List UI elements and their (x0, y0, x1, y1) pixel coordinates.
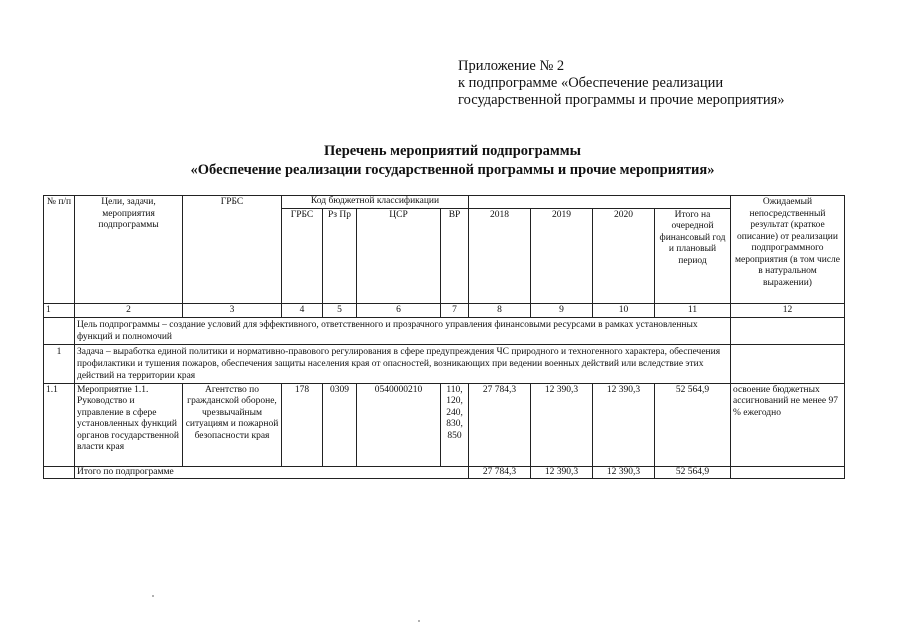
activity-total: 52 564,9 (655, 383, 731, 466)
goal-text: Цель подпрограммы – создание условий для эффективного, ответственного и прозрачного управления финансовыми ресурсами в рамках установленных функций и полномочий (75, 317, 731, 344)
appendix-line-3: государственной программы и прочие мероприятия» (458, 92, 785, 108)
header-year-2020: 2020 (593, 208, 655, 303)
activity-grbs-code: 178 (282, 383, 323, 466)
appendix-line-1: Приложение № 2 (458, 58, 565, 74)
header-code-csr: ЦСР (357, 208, 441, 303)
activity-vr: 110, 120, 240, 830, 850 (441, 383, 469, 466)
header-budget-code: Код бюджетной классификации (282, 196, 469, 209)
activity-csr: 0540000210 (357, 383, 441, 466)
activities-table (43, 195, 845, 479)
col-number: 4 (282, 303, 323, 317)
header-row (44, 196, 845, 209)
goal-row (44, 317, 845, 344)
header-total: Итого на очередной финансовый год и плановый период (655, 208, 731, 303)
activity-num: 1.1 (44, 383, 75, 466)
goal-result-cell (731, 317, 845, 344)
col-number: 3 (183, 303, 282, 317)
header-num: № п/п (44, 196, 75, 304)
total-label: Итого по подпрограмме (75, 466, 469, 479)
total-2020: 12 390,3 (593, 466, 655, 479)
task-result-cell (731, 344, 845, 383)
activity-2019: 12 390,3 (531, 383, 593, 466)
task-text: Задача – выработка единой политики и нормативно-правового регулирования в сфере предупреждения ЧС природного и техногенного характера, обеспечения профилактики и тушения пожаров, обеспечения защиты населения края от опасностей, возникающих при ведении военных действий или вследствие этих действий на территории края (75, 344, 731, 383)
total-2018: 27 784,3 (469, 466, 531, 479)
col-number: 12 (731, 303, 845, 317)
header-year-2019: 2019 (531, 208, 593, 303)
goal-num-cell (44, 317, 75, 344)
total-result-cell (731, 466, 845, 479)
title-line-2: «Обеспечение реализации государственной программы и прочие мероприятия» (190, 162, 715, 178)
header-code-rzpr: Рз Пр (323, 208, 357, 303)
total-row (44, 466, 845, 479)
header-blank (469, 196, 731, 209)
total-num-cell (44, 466, 75, 479)
header-goals: Цели, задачи, мероприятия подпрограммы (75, 196, 183, 304)
activity-row (44, 383, 845, 466)
col-number: 5 (323, 303, 357, 317)
scan-speck (418, 620, 420, 622)
col-number: 9 (531, 303, 593, 317)
title-line-1: Перечень мероприятий подпрограммы (324, 143, 581, 159)
activity-grbs-name: Агентство по гражданской обороне, чрезвычайным ситуациям и пожарной безопасности края (183, 383, 282, 466)
header-code-vr: ВР (441, 208, 469, 303)
header-grbs: ГРБС (183, 196, 282, 304)
activity-rzpr: 0309 (323, 383, 357, 466)
col-number: 10 (593, 303, 655, 317)
column-numbers-row (44, 303, 845, 317)
header-code-grbs: ГРБС (282, 208, 323, 303)
document-title (0, 142, 905, 180)
col-number: 1 (44, 303, 75, 317)
task-row (44, 344, 845, 383)
task-num: 1 (44, 344, 75, 383)
col-number: 6 (357, 303, 441, 317)
scan-speck (152, 595, 154, 597)
activity-name: Мероприятие 1.1. Руководство и управление в сфере установленных функций органов государственной власти края (75, 383, 183, 466)
total-total: 52 564,9 (655, 466, 731, 479)
activity-2020: 12 390,3 (593, 383, 655, 466)
col-number: 8 (469, 303, 531, 317)
col-number: 7 (441, 303, 469, 317)
activity-result: освоение бюджетных ассигнований не менее 97 % ежегодно (731, 383, 845, 466)
col-number: 11 (655, 303, 731, 317)
activity-2018: 27 784,3 (469, 383, 531, 466)
appendix-line-2: к подпрограмме «Обеспечение реализации (458, 75, 724, 91)
header-expected: Ожидаемый непосредственный результат (краткое описание) от реализации подпрограммного мероприятия (в том числе в натуральном выражении) (731, 196, 845, 304)
total-2019: 12 390,3 (531, 466, 593, 479)
appendix-note (458, 58, 785, 109)
header-year-2018: 2018 (469, 208, 531, 303)
col-number: 2 (75, 303, 183, 317)
